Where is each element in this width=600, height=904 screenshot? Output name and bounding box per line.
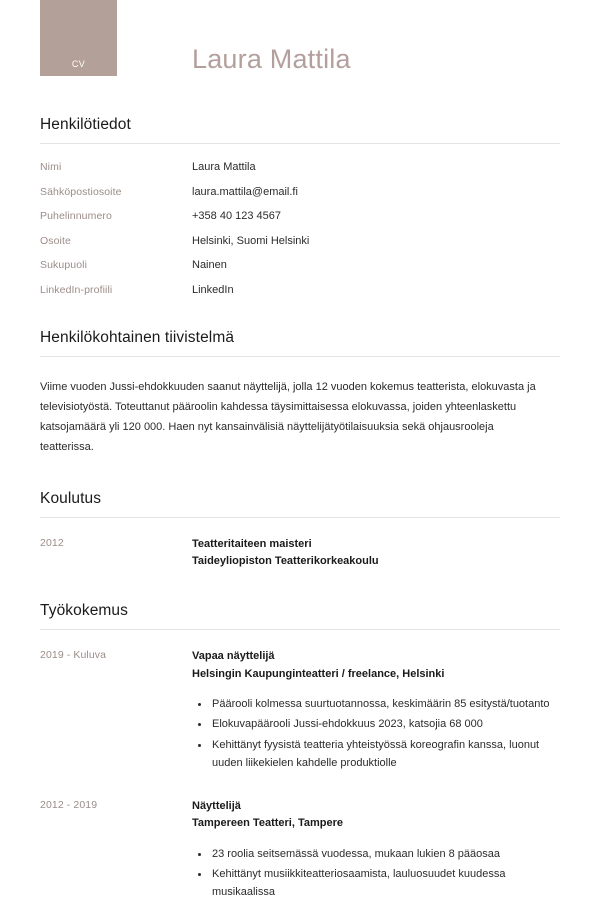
- detail-value-address: Helsinki, Suomi Helsinki: [192, 234, 310, 247]
- detail-value-phone: +358 40 123 4567: [192, 210, 282, 222]
- detail-value-linkedin: LinkedIn: [192, 283, 234, 296]
- detail-label-email: Sähköpostiosoite: [40, 185, 122, 198]
- work-entry-body: [192, 798, 560, 904]
- list-item: • Kehittänyt musiikkiteatteriosaamista, lauluosuudet kuudessa musikaalissa: [210, 866, 560, 902]
- work-entry-date: 2012 - 2019: [40, 798, 98, 811]
- detail-value-name: Laura Mattila: [192, 161, 256, 173]
- work-entry-bullets: [192, 696, 560, 772]
- work-entry-role: Vapaa näyttelijä: [192, 650, 275, 663]
- education-entry-body: [192, 536, 560, 571]
- summary-body-text: Viime vuoden Jussi-ehdokkuuden saanut näyttelijä, jolla 12 vuoden kokemus teatterista, elokuvasta ja televisiotyöstä. Toteuttanut pääroolin kahdessa täysimittaisessa elokuvassa, joiden yhteenlaskettu katsojamäärä yli 120 000. Haen nyt kansainvälisiä näyttelijätyötilaisuuksia sekä ohjausrooleja teatterissa.: [40, 380, 536, 453]
- detail-label-name: Nimi: [40, 161, 62, 173]
- detail-row: [40, 186, 560, 198]
- detail-row: [40, 210, 560, 222]
- detail-label-linkedin: LinkedIn-profiili: [40, 283, 113, 296]
- detail-row: [40, 235, 560, 247]
- list-item: • 23 roolia seitsemässä vuodessa, mukaan lukien 8 pääosaa: [210, 846, 560, 864]
- detail-label-address: Osoite: [40, 234, 71, 247]
- education-entry-list: [40, 536, 560, 571]
- section-title-work-experience: Työkokemus: [40, 602, 129, 620]
- detail-label-phone: Puhelinnumero: [40, 210, 112, 222]
- section-divider: [40, 629, 560, 630]
- section-divider: [40, 517, 560, 518]
- section-personal-details: [0, 116, 600, 296]
- work-entry-list: [40, 648, 560, 904]
- detail-row: [40, 284, 560, 296]
- section-title-education: Koulutus: [40, 489, 102, 507]
- education-entry-date: 2012: [40, 536, 64, 549]
- education-entry-degree: Teatteritaiteen maisteri: [192, 537, 312, 550]
- section-education: [0, 490, 600, 571]
- list-item: • Päärooli kolmessa suurtuotannossa, keskimäärin 85 esitystä/tuotanto: [210, 696, 560, 714]
- section-work-experience: [0, 602, 600, 904]
- detail-label-gender: Sukupuoli: [40, 259, 88, 271]
- work-entry-body: [192, 648, 560, 775]
- personal-details-list: [40, 161, 560, 296]
- work-entry: [40, 798, 560, 904]
- detail-value-gender: Nainen: [192, 259, 227, 271]
- list-item: • Elokuvapäärooli Jussi-ehdokkuus 2023, katsojia 68 000: [210, 716, 560, 734]
- cv-header: [0, 0, 600, 110]
- work-entry-organization: Helsingin Kaupunginteatteri / freelance, Helsinki: [192, 667, 445, 680]
- section-title-summary: Henkilökohtainen tiivistelmä: [40, 328, 235, 346]
- detail-value-email: laura.mattila@email.fi: [192, 185, 298, 198]
- section-divider: [40, 356, 560, 357]
- education-entry: [40, 536, 560, 571]
- work-entry-date: 2019 - Kuluva: [40, 649, 107, 662]
- section-personal-summary: [0, 329, 600, 457]
- page-title: Laura Mattila: [192, 44, 351, 74]
- work-entry-role: Näyttelijä: [192, 799, 241, 812]
- detail-row: [40, 259, 560, 271]
- cv-badge-label: CV: [71, 59, 86, 69]
- work-entry-organization: Tampereen Teatteri, Tampere: [192, 817, 343, 830]
- work-entry: [40, 648, 560, 775]
- education-entry-institution: Taideyliopiston Teatterikorkeakoulu: [192, 554, 379, 567]
- section-divider: [40, 143, 560, 144]
- cv-badge: [40, 0, 117, 76]
- work-entry-bullets: [192, 846, 560, 902]
- section-title-personal-details: Henkilötiedot: [40, 116, 131, 133]
- detail-row: [40, 161, 560, 173]
- list-item: • Kehittänyt fyysistä teatteria yhteistyössä koreografin kanssa, luonut uuden liikekielen kahdelle produktiolle: [210, 737, 560, 773]
